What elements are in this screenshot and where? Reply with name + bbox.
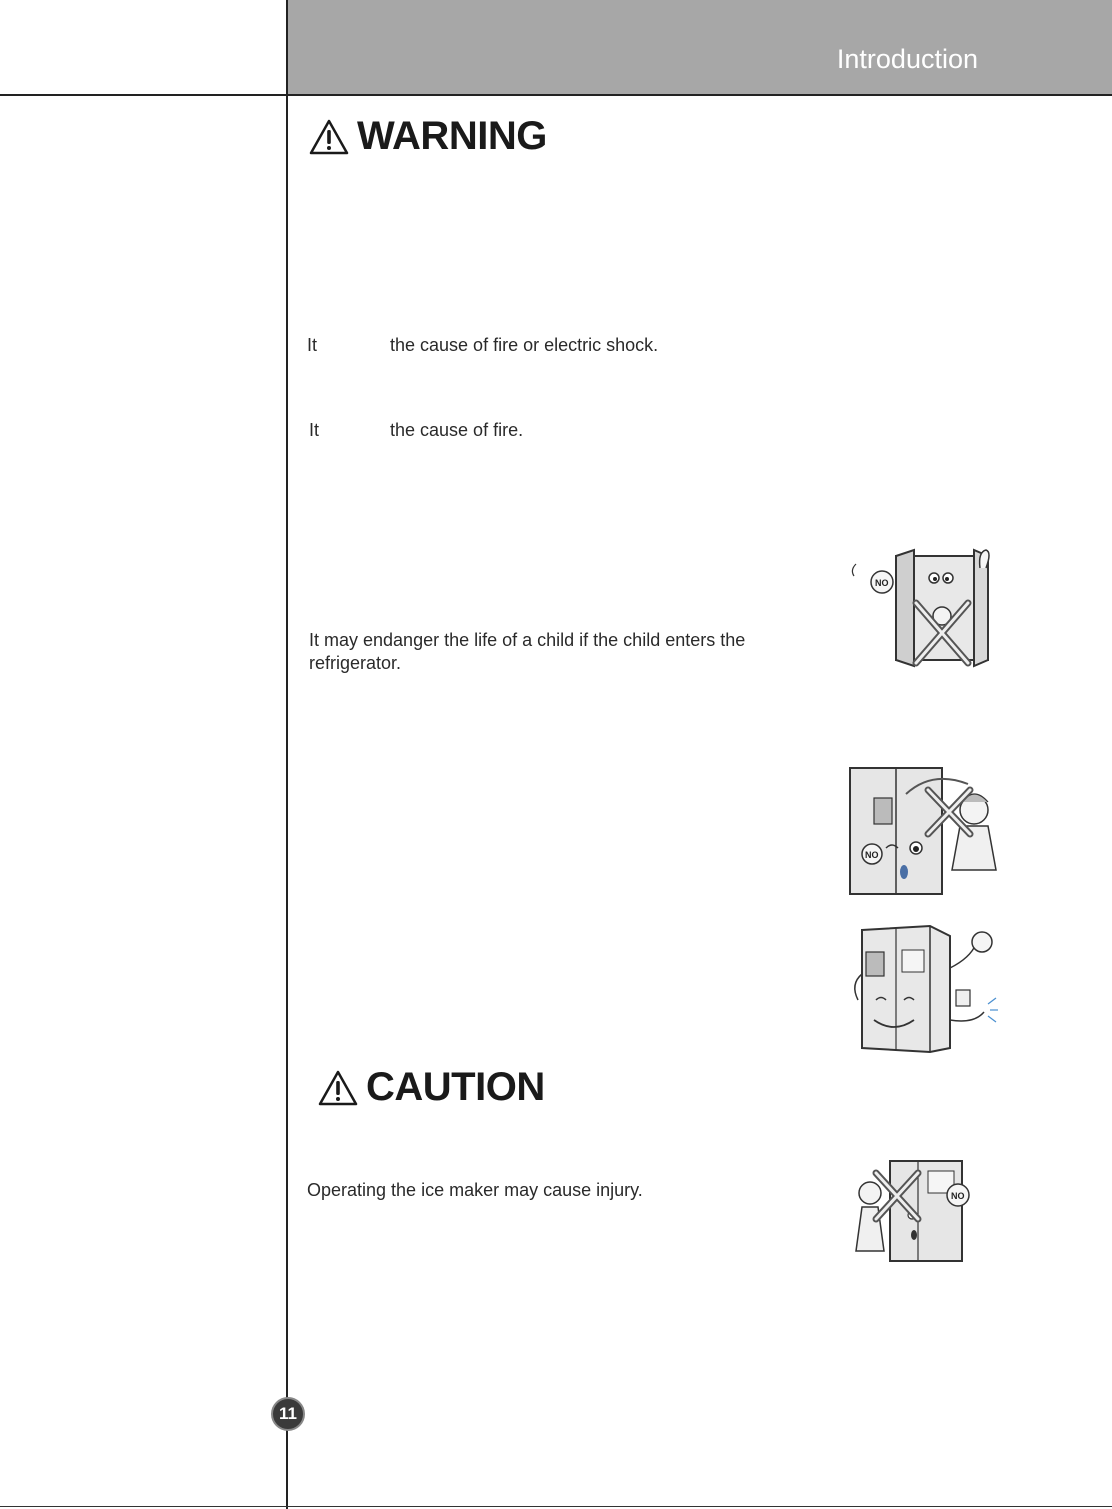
illustration-4-badge: NO xyxy=(951,1191,965,1201)
caution-heading-label: CAUTION xyxy=(366,1065,545,1109)
warning-item-1-lead: It xyxy=(307,335,318,355)
warning-item-1-text: the cause of fire or electric shock. xyxy=(390,335,659,355)
margin-rule xyxy=(286,0,288,1509)
child-hanging-on-door-illustration xyxy=(846,764,1001,898)
child-ice-maker-illustration xyxy=(852,1155,977,1267)
caution-triangle-icon xyxy=(318,1070,358,1106)
warning-heading xyxy=(309,114,547,159)
warning-item-1 xyxy=(307,334,317,357)
caution-item-1-text: Operating the ice maker may cause injury. xyxy=(307,1180,643,1200)
warning-item-2 xyxy=(309,419,319,442)
illustration-1-badge: NO xyxy=(875,578,889,588)
warning-item-2-lead: It xyxy=(309,420,320,440)
warning-item-2-text: the cause of fire. xyxy=(390,420,524,440)
caution-heading xyxy=(318,1065,545,1110)
page-number-badge xyxy=(271,1397,305,1431)
warning-heading-label: WARNING xyxy=(357,114,547,158)
section-title: Introduction xyxy=(836,44,978,74)
illustration-2-badge: NO xyxy=(865,850,879,860)
header-rule xyxy=(0,94,1112,96)
child-in-refrigerator-illustration xyxy=(846,548,998,670)
footer-rule xyxy=(0,1506,1112,1507)
warning-item-3-text: It may endanger the life of a child if the child enters the refrigerator. xyxy=(309,630,746,673)
page-number: 11 xyxy=(279,1404,297,1423)
unplug-refrigerator-illustration xyxy=(846,924,1001,1054)
warning-triangle-icon xyxy=(309,119,349,155)
